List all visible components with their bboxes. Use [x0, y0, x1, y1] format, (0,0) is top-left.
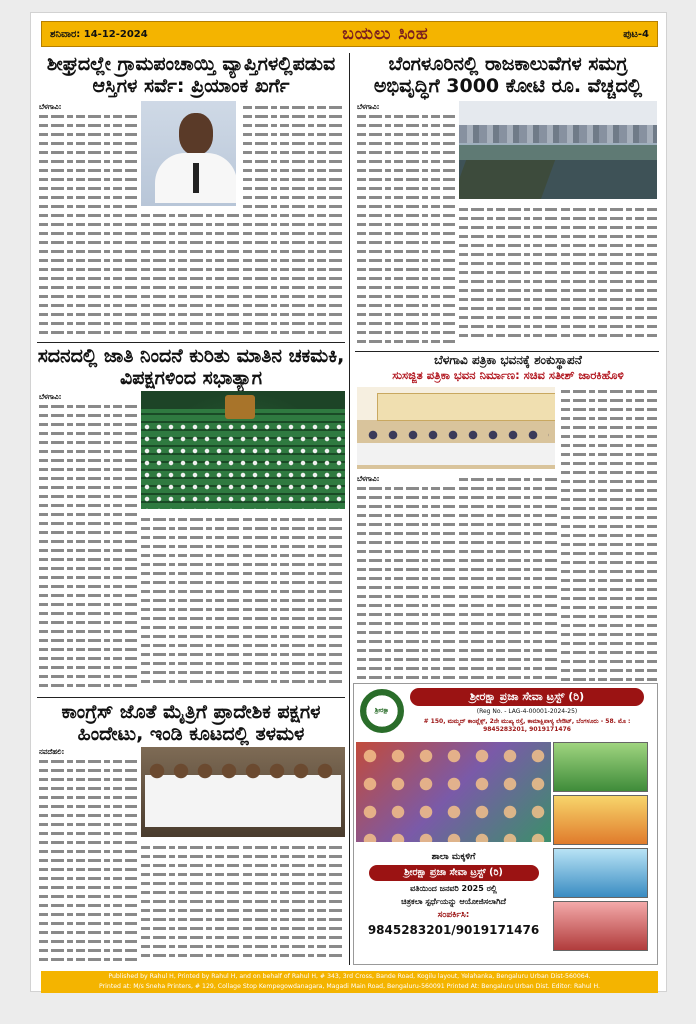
- trust-advertisement: [353, 683, 658, 965]
- imprint-footer: [41, 971, 658, 993]
- article-4-headline: ಸುಸಜ್ಜಿತ ಪತ್ರಿಕಾ ಭವನ ನಿರ್ಮಾಣ: ಸಚಿವ ಸತೀಶ್ ಜಾರಕಿಹೊಳಿ: [392, 368, 624, 382]
- article-1-headline: ಶೀಘ್ರದಲ್ಲೇ ಗ್ರಾಮಪಂಚಾಯ್ತಿ ವ್ಯಾಪ್ತಿಗಳಲ್ಲಿಪಡುವ ಆಸ್ತಿಗಳ ಸರ್ವೆ: ಪ್ರಿಯಾಂಕ ಖರ್ಗೆ: [46, 53, 336, 98]
- column-divider: [349, 53, 350, 965]
- article-5-body-col-3: [243, 843, 345, 966]
- drawing-thumbnail: [553, 901, 648, 951]
- newspaper-title: ಬಯಲು ಸಿಂಹ: [342, 24, 429, 44]
- ad-line-2: ಶ್ರೀರಕ್ಷಾ ಪ್ರಜಾ ಸೇವಾ ಟ್ರಸ್ಟ್ (ರಿ): [369, 865, 539, 881]
- ad-line-4: ಚಿತ್ರಕಲಾ ಸ್ಪರ್ಧೆಯನ್ನು ಆಯೋಜಿಸಲಾಗಿದೆ: [401, 897, 506, 906]
- article-5-body-col-2: [141, 843, 239, 966]
- newspaper-page: [30, 12, 667, 992]
- ad-announcement: [356, 844, 551, 954]
- ad-title: ಶ್ರೀರಕ್ಷಾ ಪ್ರಜಾ ಸೇವಾ ಟ್ರಸ್ಟ್ (ರಿ): [410, 688, 644, 706]
- article-4-body-col-1: [357, 475, 455, 690]
- article-2-body-col-3: [561, 205, 657, 348]
- ad-contact-label: ಸಂಪರ್ಕಿಸಿ:: [437, 910, 470, 920]
- ad-line-3: ವತಿಯಿಂದ ಜನವರಿ 2025 ರಲ್ಲಿ: [410, 884, 497, 893]
- article-1-body-col-3: [243, 103, 345, 338]
- article-4-kicker: ಬೆಳಗಾವಿ ಪತ್ರಿಕಾ ಭವನಕ್ಕೆ ಶಂಕುಸ್ಥಾಪನೆ: [434, 353, 582, 367]
- article-3-body-col-2: [141, 515, 239, 693]
- article-3-headline: ಸದನದಲ್ಲಿ ಜಾತಿ ನಿಂದನೆ ಕುರಿತು ಮಾತಿನ ಚಕಮಕಿ, ವಿಪಕ್ಷಗಳಿಂದ ಸಭಾತ್ಯಾಗ: [37, 345, 345, 390]
- article-1-body-col-2: [141, 211, 239, 338]
- article-3-dateline: ಬೆಳಗಾವಿ:: [39, 393, 62, 401]
- ad-header: [354, 684, 657, 740]
- ad-photo-kids-drawing: [356, 742, 551, 842]
- article-2-body-col-2: [459, 205, 557, 348]
- article-5-dateline: ನವದೆಹಲಿ:: [39, 748, 65, 756]
- article-5-headline: ಕಾಂಗ್ರೆಸ್ ಜೊತೆ ಮೈತ್ರಿಗೆ ಪ್ರಾದೇಶಿಕ ಪಕ್ಷಗಳ ಹಿಂದೇಟು, ಇಂಡಿ ಕೂಟದಲ್ಲಿ ತಳಮಳ: [61, 701, 321, 746]
- page-number: ಪುಟ-4: [623, 28, 649, 40]
- article-4-body-col-3: [561, 387, 657, 690]
- ad-phone-numbers: 9845283201/9019171476: [367, 923, 540, 937]
- masthead: [41, 21, 658, 47]
- ad-address: # 150, ಮಮ್ಮದ್ ಕಾಂಪ್ಲೆಕ್ಸ್, 2ನೇ ಮುಖ್ಯ ರಸ್ತೆ, ಕಾಮಾಕ್ಷಿಪಾಳ್ಯ ಲೇಔಟ್, ಬೆಂಗಳೂರು - 58. ಮೊ : 9845283201, 9019171476: [423, 718, 631, 733]
- drawing-thumbnail: [553, 742, 648, 792]
- article-4-photo-event: [357, 387, 555, 469]
- article-1-photo-minister: [141, 101, 236, 206]
- imprint-line-1: Published by Rahul H, Printed by Rahul H, and on behalf of Rahul H, # 343, 3rd Cross, Bande Road, Kogilu layout, Yelahanka, Bengaluru Urban Dist-560064.: [108, 973, 591, 980]
- article-5-body-col-1: [39, 748, 137, 966]
- article-3-body-col-1: [39, 393, 137, 693]
- ad-registration: (Reg No. - LAG-4-00001-2024-25): [476, 708, 578, 715]
- trust-logo-icon: ಶ್ರೀರಕ್ಷಾ: [360, 689, 404, 733]
- article-2-dateline: ಬೆಳಗಾವಿ:: [357, 103, 380, 111]
- drawing-thumbnail: [553, 795, 648, 845]
- article-2-body-col-1: [357, 103, 455, 348]
- issue-date: ಶನಿವಾರ: 14-12-2024: [50, 28, 148, 40]
- article-5-photo-leaders: [141, 747, 345, 837]
- article-3-photo-assembly: [141, 391, 345, 509]
- imprint-line-2: Printed at: M/s Sneha Printers, # 129, Collage Stop Kempegowdanagara, Magadi Main Road, Bengaluru-560091 Printed At: Bengaluru Urban Dist. Editor: Rahul H.: [99, 983, 600, 990]
- ad-drawing-thumbnails: [553, 742, 648, 954]
- drawing-thumbnail: [553, 848, 648, 898]
- ad-line-1: ಶಾಲಾ ಮಕ್ಕಳಿಗೆ: [431, 852, 476, 862]
- article-4-body-col-2: [459, 475, 557, 690]
- article-4-dateline: ಬೆಳಗಾವಿ:: [357, 475, 380, 483]
- article-2-headline: ಬೆಂಗಳೂರಿನಲ್ಲಿ ರಾಜಕಾಲುವೆಗಳ ಸಮಗ್ರ ಅಭಿವೃದ್ಧಿಗೆ 3000 ಕೋಟಿ ರೂ. ವೆಚ್ಚದಲ್ಲಿ: [373, 53, 643, 98]
- article-2-photo-drain: [459, 101, 657, 199]
- article-3-body-col-3: [243, 515, 345, 693]
- article-1-dateline: ಬೆಳಗಾವಿ:: [39, 103, 62, 111]
- article-1-body-col-1: [39, 103, 137, 338]
